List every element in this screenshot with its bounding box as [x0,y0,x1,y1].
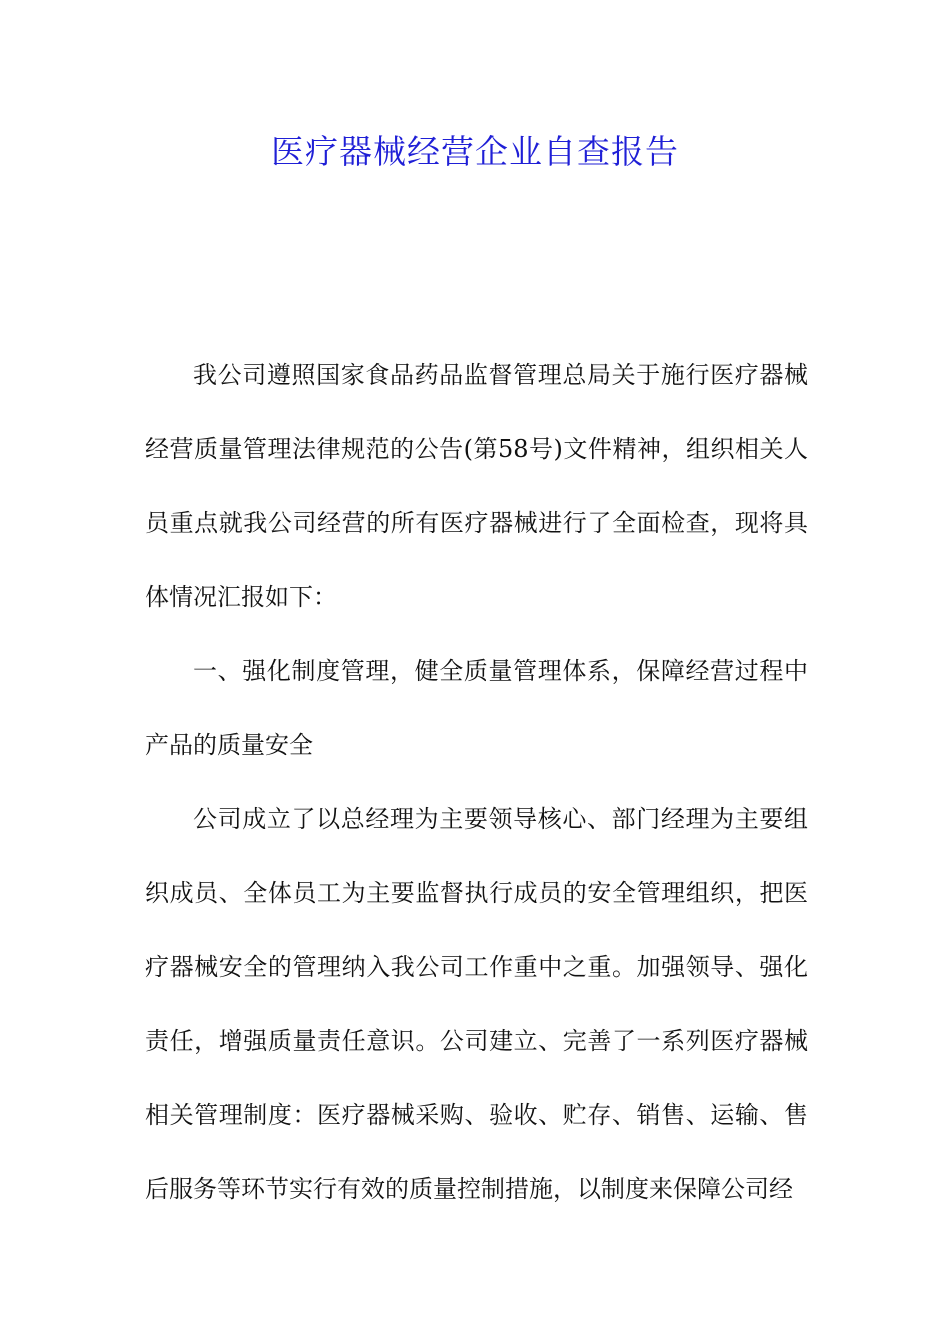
document-body [145,338,808,1226]
paragraph-intro: 我公司遵照国家食品药品监督管理总局关于施行医疗器械经营质量管理法律规范的公告(第58号)文件精神，组织相关人员重点就我公司经营的所有医疗器械进行了全面检查，现将具体情况汇报如下： [145,361,808,611]
document-title: 医疗器械经营企业自查报告 [271,132,679,171]
paragraph-section-heading-1: 一、强化制度管理，健全质量管理体系，保障经营过程中产品的质量安全 [145,657,808,759]
paragraph-management-system: 公司成立了以总经理为主要领导核心、部门经理为主要组织成员、全体员工为主要监督执行成员的安全管理组织，把医疗器械安全的管理纳入我公司工作重中之重。加强领导、强化责任，增强质量责任意识。公司建立、完善了一系列医疗器械相关管理制度：医疗器械采购、验收、贮存、销售、运输、售后服务等环节实行有效的质量控制措施，以制度来保障公司经 [145,805,808,1203]
